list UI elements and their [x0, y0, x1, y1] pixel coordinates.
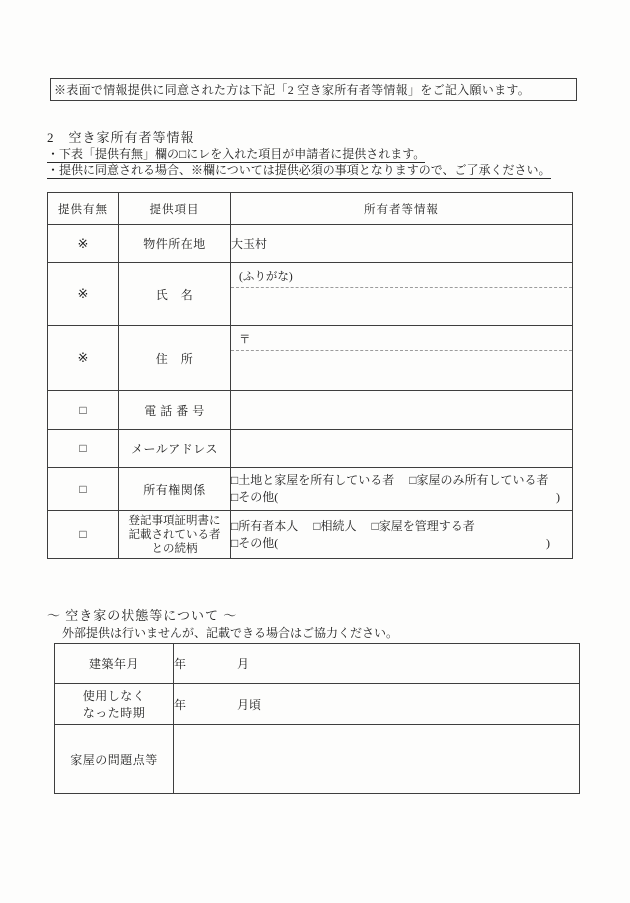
- checkbox-option-heir[interactable]: □相続人: [313, 518, 357, 533]
- label-address: 住 所: [119, 326, 231, 391]
- label-name: 氏 名: [119, 263, 231, 326]
- label-vacant-since: [55, 684, 174, 725]
- col-header-owner-info: 所有者等情報: [231, 193, 573, 225]
- owner-info-table: [47, 192, 573, 559]
- label-vacant-since-line2: なった時期: [82, 706, 146, 720]
- label-registry-relation-line2: 記載されている者: [128, 528, 221, 541]
- built-date-input-area[interactable]: [174, 644, 580, 684]
- checkbox-option-house-only[interactable]: □家屋のみ所有している者: [409, 473, 549, 487]
- row-ownership: [48, 468, 573, 511]
- label-property-location: 物件所在地: [119, 225, 231, 263]
- notice-box: [50, 78, 577, 101]
- relation-options-line2: [231, 535, 572, 552]
- checkbox-option-owner-self[interactable]: □所有者本人: [231, 518, 299, 533]
- checkbox-option-ownership-other[interactable]: □その他(: [231, 490, 279, 504]
- required-mark-location: ※: [48, 225, 119, 263]
- house-problems-input-area[interactable]: [174, 725, 580, 794]
- label-registry-relation-line1: 登記事項証明書に: [128, 514, 221, 527]
- property-location-value: 大玉村: [231, 225, 573, 263]
- label-email: メールアドレス: [119, 430, 231, 468]
- provide-checkbox-ownership[interactable]: □: [48, 468, 119, 511]
- relation-options-line1: [231, 518, 572, 535]
- required-mark-name: ※: [48, 263, 119, 326]
- condition-section-note: 外部提供は行いませんが、記載できる場合はご協力ください。: [62, 626, 399, 640]
- built-month-unit: 月: [237, 657, 250, 671]
- bullet-note-required: [47, 161, 551, 178]
- vacant-since-input-area[interactable]: [174, 684, 580, 725]
- owner-table-header-row: [48, 193, 573, 225]
- phone-input-area[interactable]: [231, 391, 573, 430]
- bullet-note-provide: [47, 145, 425, 162]
- label-registry-relation: [119, 511, 231, 559]
- row-name: [48, 263, 573, 326]
- ownership-other-close-paren: ): [556, 490, 560, 504]
- condition-table: [54, 643, 580, 794]
- address-field-cell: [231, 326, 573, 391]
- checkbox-option-house-manager[interactable]: □家屋を管理する者: [371, 518, 475, 533]
- col-header-provide: 提供有無: [48, 193, 119, 225]
- row-built-date: [55, 644, 580, 684]
- notice-text: ※表面で情報提供に同意された方は下記「2 空き家所有者等情報」をご記入願います。: [54, 83, 531, 97]
- provide-checkbox-phone[interactable]: □: [48, 391, 119, 430]
- ownership-options-line1: [231, 472, 572, 489]
- row-registry-relation: [48, 511, 573, 559]
- label-phone: 電 話 番 号: [119, 391, 231, 430]
- label-ownership: 所有権関係: [119, 468, 231, 511]
- name-field-cell: [231, 263, 573, 326]
- required-mark-address: ※: [48, 326, 119, 391]
- row-phone: [48, 391, 573, 430]
- label-vacant-since-line1: 使用しなく: [82, 689, 146, 703]
- col-header-item: 提供項目: [119, 193, 231, 225]
- relation-options-cell: [231, 511, 573, 559]
- row-house-problems: [55, 725, 580, 794]
- checkbox-option-relation-other[interactable]: □その他(: [231, 535, 279, 550]
- row-vacant-since: [55, 684, 580, 725]
- provide-checkbox-relation[interactable]: □: [48, 511, 119, 559]
- label-house-problems: 家屋の問題点等: [55, 725, 174, 794]
- row-property-location: [48, 225, 573, 263]
- ownership-options-line2: [231, 489, 572, 506]
- vacant-month-unit: 月頃: [237, 697, 262, 712]
- owner-section-heading: 2 空き家所有者等情報: [47, 130, 195, 145]
- condition-section-heading: ～ 空き家の状態等について ～: [47, 608, 238, 623]
- provide-checkbox-email[interactable]: □: [48, 430, 119, 468]
- row-address: [48, 326, 573, 391]
- name-input-area[interactable]: [231, 288, 572, 324]
- bullet-note-required-text: ・提供に同意される場合、※欄については提供必須の事項となりますので、ご了承ください。: [47, 163, 551, 177]
- checkbox-option-land-and-house[interactable]: □土地と家屋を所有している者: [231, 473, 395, 487]
- email-input-area[interactable]: [231, 430, 573, 468]
- postal-mark: 〒: [231, 327, 572, 351]
- ownership-options-cell: [231, 468, 573, 511]
- address-input-area[interactable]: [231, 351, 572, 389]
- relation-other-close-paren: ): [546, 535, 550, 550]
- row-email: [48, 430, 573, 468]
- bullet-note-provide-text: ・下表「提供有無」欄の□にレを入れた項目が申請者に提供されます。: [47, 147, 426, 161]
- furigana-label: (ふりがな): [231, 264, 572, 288]
- label-built-date: 建築年月: [55, 644, 174, 684]
- built-year-unit: 年: [174, 657, 187, 671]
- vacant-year-unit: 年: [174, 697, 187, 712]
- label-registry-relation-line3: との続柄: [151, 542, 198, 555]
